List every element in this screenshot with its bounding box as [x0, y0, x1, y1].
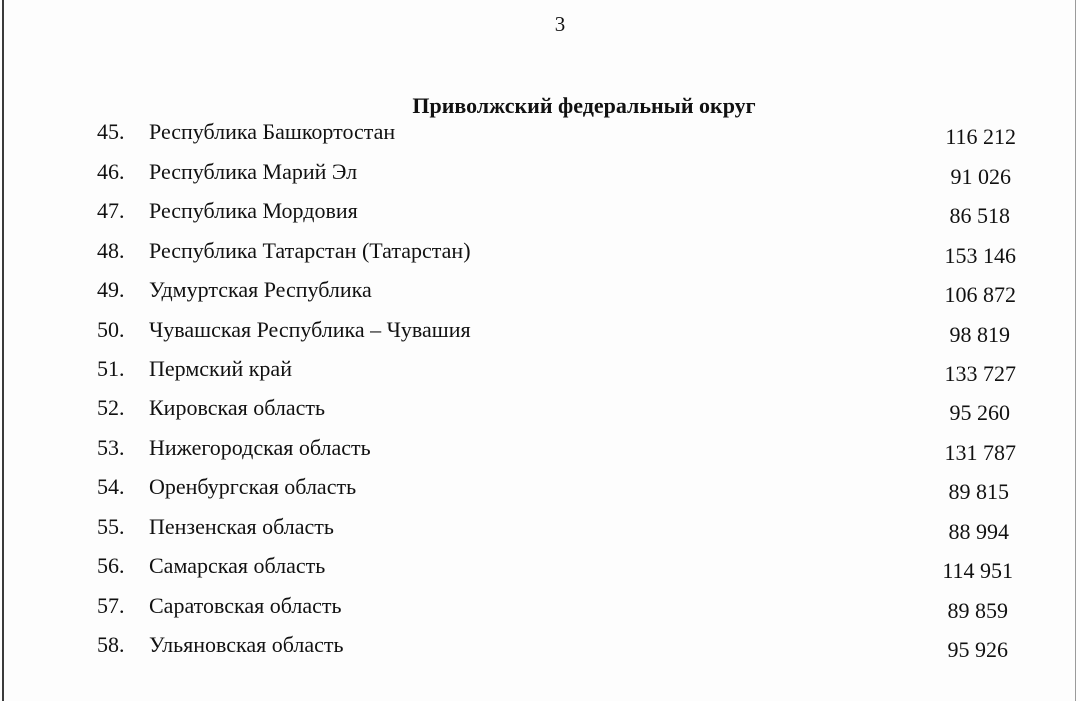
- row-number: 47.: [97, 198, 125, 223]
- region-name: Республика Мордовия: [149, 198, 358, 223]
- table-row: [0, 474, 1080, 514]
- row-number: 46.: [97, 159, 125, 184]
- row-number: 51.: [97, 356, 125, 381]
- row-number: 52.: [97, 395, 125, 420]
- region-name: Республика Татарстан (Татарстан): [149, 238, 471, 263]
- region-name: Удмуртская Республика: [149, 277, 372, 302]
- region-value: 133 727: [944, 361, 1016, 386]
- table-row: [0, 632, 1080, 672]
- row-number: 49.: [97, 277, 125, 302]
- row-number: 53.: [97, 435, 125, 460]
- row-number: 56.: [97, 553, 125, 578]
- table-row: [0, 514, 1080, 554]
- row-number: 45.: [97, 119, 125, 144]
- region-value: 91 026: [950, 164, 1011, 189]
- region-value: 88 994: [948, 519, 1009, 544]
- page-number: 3: [554, 12, 566, 36]
- region-name: Нижегородская область: [149, 435, 371, 460]
- table-row: [0, 277, 1080, 317]
- table-row: [0, 395, 1080, 435]
- region-name: Пермский край: [149, 356, 292, 381]
- region-name: Пензенская область: [149, 514, 334, 539]
- row-number: 48.: [97, 238, 125, 263]
- region-value: 86 518: [949, 203, 1010, 228]
- row-number: 57.: [97, 593, 125, 618]
- region-name: Кировская область: [149, 395, 326, 420]
- table-row: [0, 119, 1080, 159]
- region-name: Ульяновская область: [149, 632, 344, 657]
- table-row: [0, 317, 1080, 357]
- row-number: 54.: [97, 474, 125, 499]
- region-value: 95 260: [949, 400, 1010, 425]
- region-name: Самарская область: [149, 553, 326, 578]
- table-row: [0, 198, 1080, 238]
- section-heading: Приволжский федеральный округ: [412, 93, 756, 118]
- region-value: 131 787: [944, 440, 1016, 465]
- table-row: [0, 593, 1080, 633]
- region-name: Саратовская область: [149, 593, 342, 618]
- region-value: 89 815: [948, 479, 1009, 504]
- region-value: 116 212: [945, 124, 1016, 149]
- region-name: Республика Марий Эл: [149, 159, 358, 184]
- row-number: 50.: [97, 317, 125, 342]
- table-row: [0, 435, 1080, 475]
- region-name: Республика Башкортостан: [149, 119, 396, 144]
- table-row: [0, 356, 1080, 396]
- table-row: [0, 159, 1080, 199]
- region-value: 114 951: [942, 558, 1013, 583]
- region-value: 89 859: [947, 598, 1008, 623]
- region-name: Чувашская Республика – Чувашия: [149, 317, 471, 342]
- row-number: 58.: [97, 632, 125, 657]
- region-value: 153 146: [944, 243, 1016, 268]
- row-number: 55.: [97, 514, 125, 539]
- table-row: [0, 238, 1080, 278]
- table-row: [0, 553, 1080, 593]
- region-value: 95 926: [947, 637, 1008, 662]
- region-value: 98 819: [949, 322, 1010, 347]
- region-name: Оренбургская область: [149, 474, 357, 499]
- region-value: 106 872: [944, 282, 1016, 307]
